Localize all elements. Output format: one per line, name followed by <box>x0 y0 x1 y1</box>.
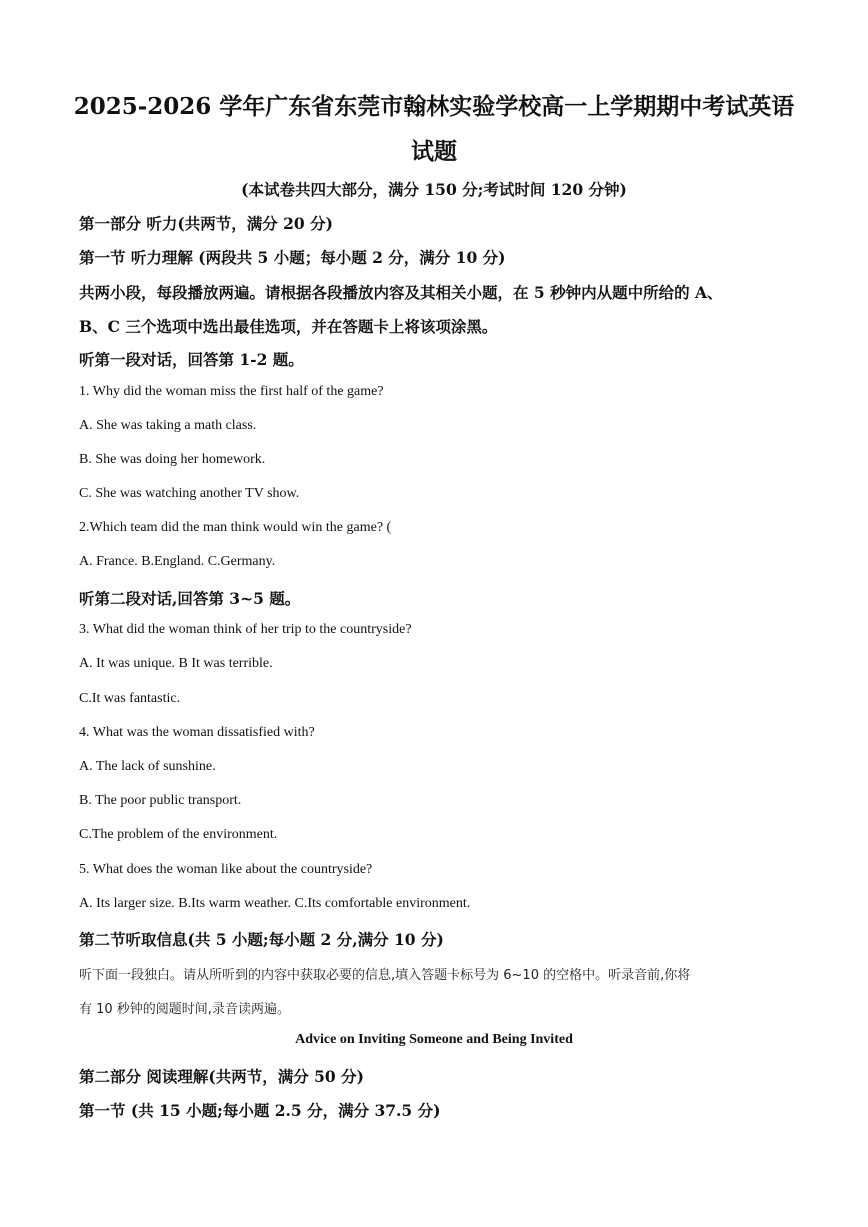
dialog1-heading: 听第一段对话，回答第 1-2 题。 <box>79 350 304 369</box>
question-3-option-c: C.It was fantastic. <box>79 691 181 706</box>
question-4-option-a: A. The lack of sunshine. <box>79 759 216 774</box>
question-4-option-c: C.The problem of the environment. <box>79 827 278 842</box>
part2-section1-heading: 第一节 (共 15 小题;每小题 2.5 分，满分 37.5 分) <box>79 1101 441 1120</box>
section2-instructions-line2: 有 10 秒钟的阅题时间,录音读两遍。 <box>79 1002 290 1017</box>
part1-heading: 第一部分 听力(共两节，满分 20 分) <box>79 214 333 233</box>
question-1-option-a: A. She was taking a math class. <box>79 418 257 433</box>
section2-instructions-line1: 听下面一段独白。请从所听到的内容中获取必要的信息,填入答题卡标号为 6~10 的空格中。听录音前,你将 <box>79 968 691 983</box>
section2-heading: 第二节听取信息(共 5 小题;每小题 2 分,满分 10 分) <box>79 930 444 949</box>
question-3-options-ab: A. It was unique. B It was terrible. <box>79 656 273 671</box>
question-4: 4. What was the woman dissatisfied with? <box>79 725 315 740</box>
question-5-options: A. Its larger size. B.Its warm weather. C.Its comfortable environment. <box>79 896 471 911</box>
question-4-option-b: B. The poor public transport. <box>79 793 242 808</box>
dialog2-heading: 听第二段对话,回答第 3~5 题。 <box>79 589 301 608</box>
question-2-options: A. France. B.England. C.Germany. <box>79 554 276 569</box>
advice-title: Advice on Inviting Someone and Being Invited <box>295 1032 573 1047</box>
question-2: 2.Which team did the man think would win the game? ( <box>79 520 392 535</box>
exam-title-line1: 2025-2026 学年广东省东莞市翰林实验学校高一上学期期中考试英语 <box>73 93 795 120</box>
question-1-option-c: C. She was watching another TV show. <box>79 486 300 501</box>
question-5: 5. What does the woman like about the countryside? <box>79 862 373 877</box>
section1-heading: 第一节 听力理解 (两段共 5 小题；每小题 2 分，满分 10 分) <box>79 248 506 267</box>
exam-subtitle: (本试卷共四大部分，满分 150 分;考试时间 120 分钟) <box>241 180 627 199</box>
section1-instructions-line1: 共两小段，每段播放两遍。请根据各段播放内容及其相关小题，在 5 秒钟内从题中所给的 A、 <box>79 283 723 302</box>
question-1: 1. Why did the woman miss the first half of the game? <box>79 384 384 399</box>
question-1-option-b: B. She was doing her homework. <box>79 452 266 467</box>
part2-heading: 第二部分 阅读理解(共两节，满分 50 分) <box>79 1067 364 1086</box>
question-3: 3. What did the woman think of her trip to the countryside? <box>79 622 412 637</box>
section1-instructions-line2: B、C 三个选项中选出最佳选项，并在答题卡上将该项涂黑。 <box>79 317 498 336</box>
exam-title-line2: 试题 <box>411 138 457 165</box>
